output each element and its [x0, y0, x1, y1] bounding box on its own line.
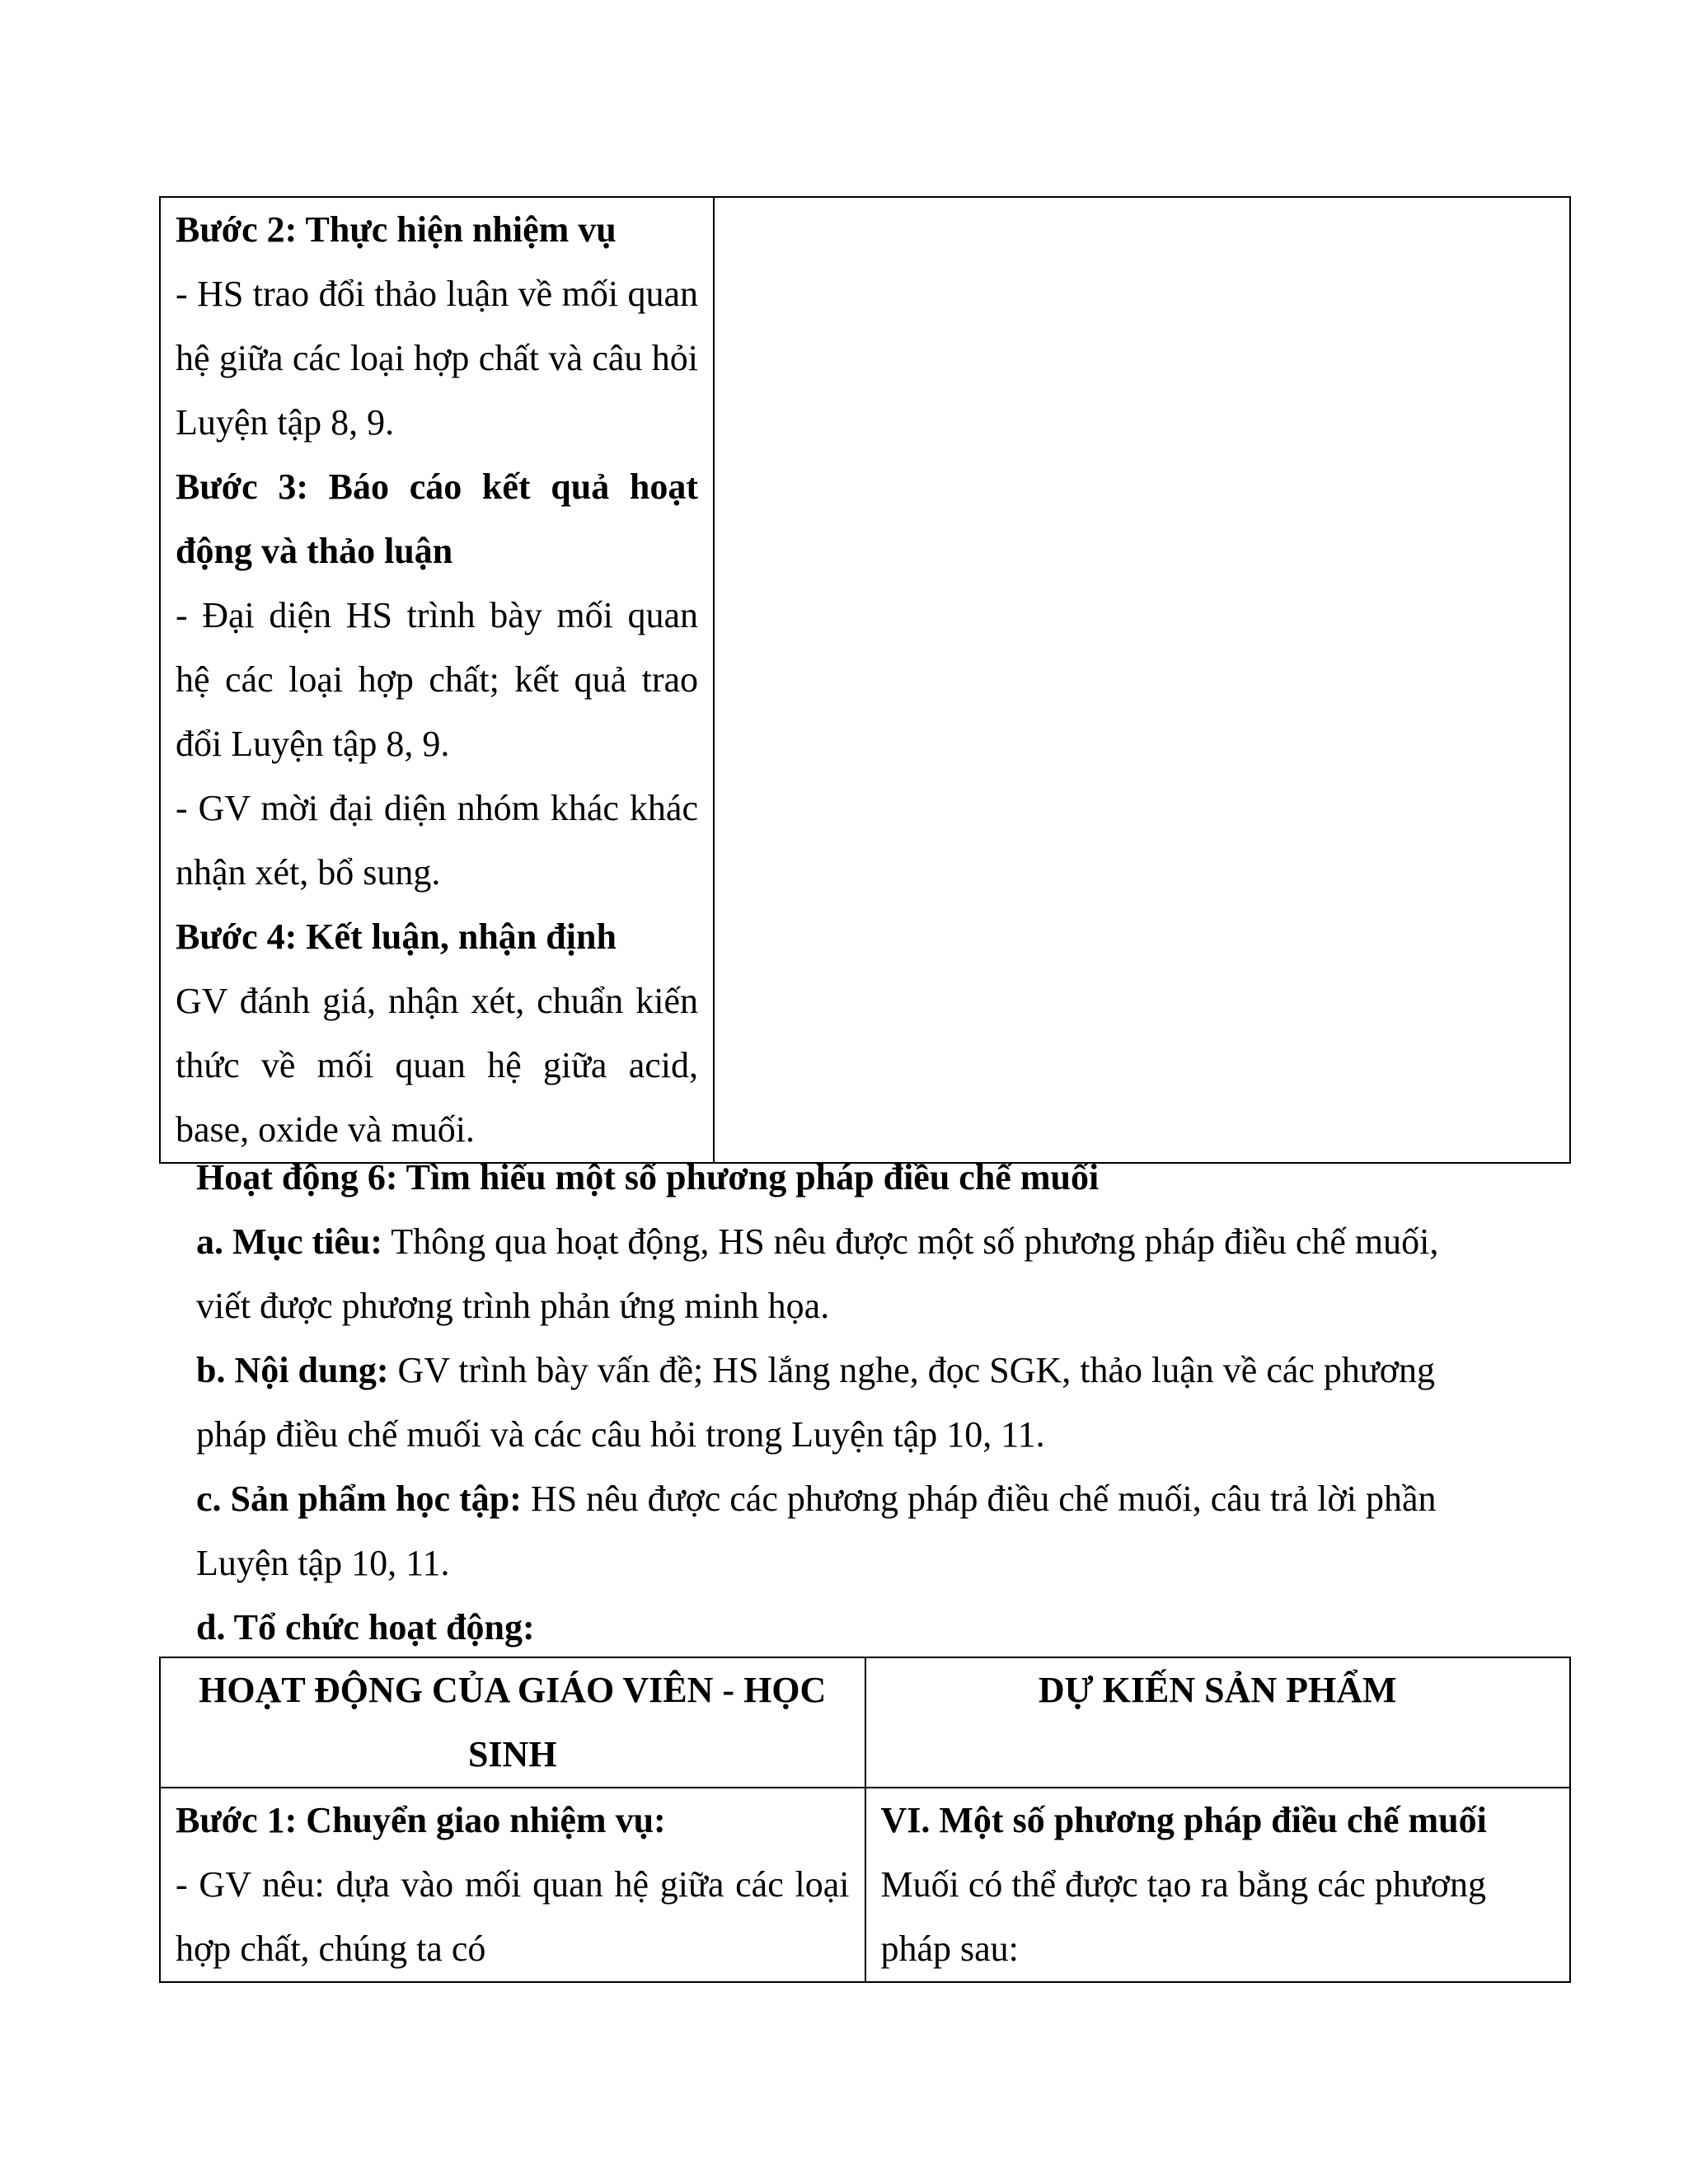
- product-text: HS nêu được các phương pháp điều chế muối, câu trả lời phần Luyện tập 10, 11.: [196, 1479, 1437, 1583]
- step-2-heading: Bước 2: Thực hiện nhiệm vụ: [176, 209, 617, 250]
- objective-text: Thông qua hoạt động, HS nêu được một số phương pháp điều chế muối, viết được phương trình phản ứng minh họa.: [196, 1221, 1439, 1326]
- content-text: GV trình bày vấn đề; HS lắng nghe, đọc SGK, thảo luận về các phương pháp điều chế muối và các câu hỏi trong Luyện tập 10, 11.: [196, 1350, 1436, 1455]
- teacher-student-activity-cell: [160, 197, 714, 1163]
- step-3-heading: Bước 3: Báo cáo kết quả hoạt động và thảo luận: [176, 466, 698, 571]
- activity-6-section: [196, 1146, 1482, 1660]
- organize-heading: d. Tổ chức hoạt động:: [196, 1607, 535, 1647]
- step-4-text: GV đánh giá, nhận xét, chuẩn kiến thức về mối quan hệ giữa acid, base, oxide và muối.: [176, 981, 698, 1150]
- step-2-text: - HS trao đổi thảo luận về mối quan hệ giữa các loại hợp chất và câu hỏi Luyện tập 8, 9.: [176, 274, 698, 443]
- step-3-text-1: - Đại diện HS trình bày mối quan hệ các loại hợp chất; kết quả trao đổi Luyện tập 8, 9.: [176, 595, 698, 764]
- header-expected-product: DỰ KIẾN SẢN PHẨM: [865, 1657, 1571, 1788]
- activity-table-continued: [159, 196, 1571, 1164]
- activity-6-table: [159, 1657, 1571, 1983]
- salt-methods-text: Muối có thể được tạo ra bằng các phương pháp sau:: [880, 1864, 1486, 1969]
- content-label: b. Nội dung:: [196, 1350, 389, 1390]
- content-paragraph: [196, 1338, 1482, 1467]
- objective-paragraph: [196, 1210, 1482, 1338]
- expected-product-cell: [714, 197, 1570, 1163]
- objective-label: a. Mục tiêu:: [196, 1221, 383, 1262]
- salt-methods-cell: [865, 1788, 1571, 1982]
- salt-methods-title: VI. Một số phương pháp điều chế muối: [880, 1800, 1487, 1840]
- step-1-text: - GV nêu: dựa vào mối quan hệ giữa các loại hợp chất, chúng ta có: [176, 1864, 850, 1969]
- product-paragraph: [196, 1467, 1482, 1596]
- step-1-heading: Bước 1: Chuyển giao nhiệm vụ:: [176, 1800, 666, 1840]
- step-1-cell: [160, 1788, 865, 1982]
- product-label: c. Sản phẩm học tập:: [196, 1479, 522, 1519]
- step-4-heading: Bước 4: Kết luận, nhận định: [176, 916, 617, 957]
- step-3-text-2: - GV mời đại diện nhóm khác khác nhận xét, bổ sung.: [176, 788, 698, 893]
- header-teacher-student-activity: HOẠT ĐỘNG CỦA GIÁO VIÊN - HỌC SINH: [160, 1657, 865, 1788]
- activity-6-title: Hoạt động 6: Tìm hiểu một số phương pháp điều chế muối: [196, 1157, 1100, 1197]
